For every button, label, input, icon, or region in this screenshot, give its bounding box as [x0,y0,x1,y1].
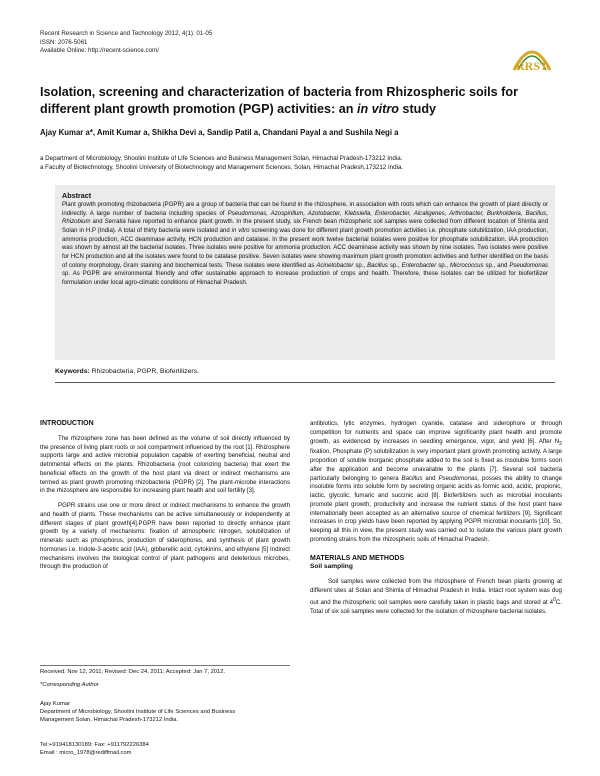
contact-email: Email : micro_1978@rediffmail.com [40,750,132,756]
corresponding-address-1: Department of Microbiology, Shoolini Institute of Life Sciences and Business [40,709,236,715]
paper-title: Isolation, screening and characterization of bacteria from Rhizospheric soils for different plant growth promotion (PGP) activities: an in vitro study [40,85,518,116]
corresponding-address-2: Management Solan, Himachal Pradesh-173212 India. [40,717,178,723]
intro-paragraph-2: PGPR strains use one or more direct or indirect mechanisms to enhance the growth and health of plants. These mechanisms can be active simultaneously or independently at different stages of plant growth[4].PGPR have been reported to directly enhance plant growth by a variety of mechanisms: fixation of atmospheric nitrogen, solubilization of minerals such as phosphorus, production of siderophores, and synthesis of plant growth hormones i.e. Indole-3-acetic acid (IAA), gibberellic acid, cytokinins, and ethylene [5] Indirect mechanisms involves the biological control of plant pathogens and deleterious microbes, through the production of [40,502,290,571]
corresponding-label: *Corresponding Author [40,682,99,688]
received-dates: Received: Nov 12, 2011; Revised: Dec 24, 2011; Accepted: Jan 7, 2012. [40,669,226,675]
right-column [310,420,562,622]
soil-sampling-subheading: Soil sampling [310,563,353,571]
abstract-text: Plant growth promoting rhizobacteria (PGPR) are a group of bacteria that can be found in the rhizosphere, in association with roots which can enhance the growth of plant directly or indirectly. A large number of bacteria including species of Pseudomonas, Azospirillum, Azotobacter, Klebsiella, Enterobacter, Alcaligenes, Arthrobacter, Burkholderia, Bacillus, Rhizobium and Serratia have reported to enhance plant growth. In the present study, six French bean rhizospheric soil samples were collected from different location of Shimla and Solan in H.P (India). A total of thirty bacteria were isolated and in vitro screening was done for different plant growth promotion activities i.e. phosphate solubilization, IAA production, ammonia production, ACC deaminase activity, HCN production and catalase. In the present work twelve bacterial isolates were positive for phosphate solubilization. IAA production was shown by almost all the bacterial isolates. Three isolates were positive for ammonia production. ACC deaminase activity was shown by nine isolates. Two isolates were positive for HCN production and all the isolates were found to be catalase positive. Seven isolates were showing maximum plant growth promotion activities and further identified on the basis of colony morphology, Gram staining and biochemical tests. These isolates were identified as Acinetobacter sp., Bacillus sp., Enterobacter sp., Micrococcus sp., and Pseudomonas sp. As PGPR are environmental friendly and offer sustainable approach to increase production of crops and health. Therefore, these isolates can be utilized for biofertilizer formulation under local agro-climatic conditions of Himachal Pradesh. [62,202,549,286]
available-online: Available Online: http://recent-science.com/ [40,47,159,55]
contact-phone: Tel:+919418130189; Fax: +911792226384 [40,742,149,748]
intro-paragraph-3: antibiotics, lytic enzymes, hydrogen cyanide, catalase and siderophore or through competition for nutrients and space can improve significantly plant health and promote growth, as evidenced by increases in seedling emergence, vigor, and yield [6]. After $N_2$ fixation, Phosphate (P) solubilization is very important plant growth promoting activity. A large proportion of soluble inorganic phosphate added to the soil is fixed as insoluble forms soon after the application and become unavailable to the plants [7]. Several soil bacteria particularly belonging to genera Bacillus and Pseudomonas, posses the ability to change insoluble forms into soluble form by secreting organic acids as formic acid, acidic, propionic, lactic, glycolic, fumaric and succinic acid [8]. Biofertilizers such as microbial inoculants promote plant growth, productivity and increase the nutrient status of the host plant have internationally been accepted as an alternative source of chemical fertilizers [9]. Significant increases in crop yields have been reported by applying PGPR microbial inoculants [10]. So, keeping all this in view, the present study was carried out to isolate the various plant growth promoting strains from the rhizospheric soils of Himachal Pradesh. [310,420,562,543]
affiliations [40,154,560,172]
keywords [55,368,555,383]
corresponding-name: Ajay Kumar [40,701,70,707]
affiliation-1: a Department of Microbiology, Shoolini Institute of Life Sciences and Business Management Solan, Himachal Pradesh-173212 India. [40,155,403,162]
logo-text: RRST [515,59,549,73]
journal-logo-icon [508,40,556,76]
abstract-heading: Abstract [62,191,92,200]
left-column [40,420,290,578]
methods-heading: MATERIALS AND METHODS [310,554,405,562]
introduction-heading: INTRODUCTION [40,420,94,427]
contact-block [40,741,300,757]
keywords-text: Rhizobacteria, PGPR, Biofertilizers. [89,368,199,375]
methods-paragraph-1: Soil samples were collected from the rhizosphere of French bean plants growing at different sites at Solan and Shimla of Himachal Pradesh in India. Intact root system was dug out and the rhizospheric soil samples were carefully taken in plastic bags and stored at $4^0C$. Total of six soil samples were collected for the isolation of rhizosphere bacterial isolates. [310,578,562,615]
author-list: Ajay Kumar a*, Amit Kumar a, Shikha Devi a, Sandip Patil a, Chandani Payal a and Sushila Negi a [40,128,399,137]
intro-paragraph-1: The rhizosphere zone has been defined as the volume of soil directly influenced by the presence of living plant roots or soil compartment influenced by the root [1]. Rhizosphere supports large and active microbial population capable of exerting beneficial, neutral and detrimental effects on the plants. Rhizobacteria (root colonizing bacteria) that exert the beneficial effects on the growth of the host plant via direct or indirect mechanisms are termed as plant growth promoting rhizobacteria (PGPR) [2]. The plant-microbe interactions in the rhizosphere are responsible for increasing plant health and soil fertility [3]. [40,434,290,495]
corresponding-author-block [40,700,300,724]
affiliation-2: a Faculty of Biotechnology, Shoolini University of Biotechnology and Management Sciences, Solan, Himachal Pradesh,173212 India. [40,164,404,171]
journal-header [40,30,212,56]
footnote-divider [40,665,290,666]
issn: ISSN: 2076-5061 [40,38,88,46]
keywords-label: Keywords: [55,368,90,375]
abstract-box [55,185,555,360]
journal-citation: Recent Research in Science and Technology 2012, 4(1): 01-05 [40,30,213,37]
